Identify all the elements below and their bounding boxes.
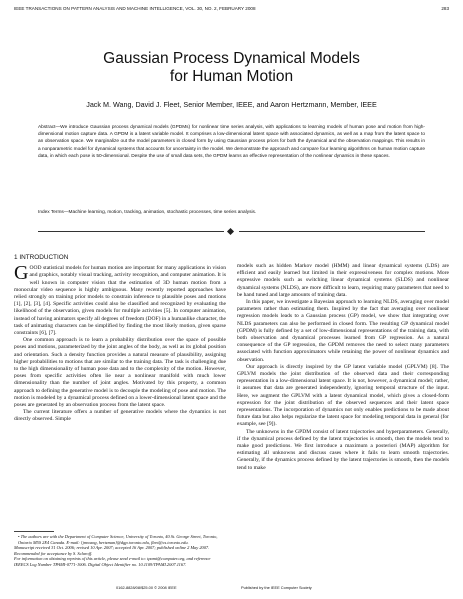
footnote-manuscript: Manuscript received 31 Oct. 2006; revised 10 Apr. 2007; accepted 16 Apr. 2007; published online 2 May 2007. [14,545,210,551]
page-footer [0,585,463,593]
footnote-affiliation-text: The authors are with the Department of Computer Science, University of Toronto, 40 St. George Street, Toronto, Ontario M5S 2E4 Canada. E-mail: {jmwang, hertzman}@dgp.toronto.edu, fleet@cs.toronto.edu. [18,534,218,545]
title-line-1: Gaussian Process Dynamical Models [103,50,360,67]
separator-line-right [239,231,425,232]
footnote-recommended: Recommended for acceptance by S. Sclaroff. [14,550,93,556]
footnotes [14,534,226,568]
author-list: Jack M. Wang, David J. Fleet, Senior Member, IEEE, and Aaron Hertzmann, Member, IEEE [86,100,377,109]
index-terms: Index Terms—Machine learning, motion, tracking, animation, stochastic processes, time series analysis. [38,210,257,215]
separator-line-left [38,231,224,232]
footnote-rule [14,531,54,532]
running-header [14,6,449,15]
section-separator [38,228,425,236]
left-column [14,254,226,424]
abstract: Abstract—We introduce Gaussian process dynamical models (GPDMs) for nonlinear time series analysis, with applications to learning models of human pose and motion from high-dimensional motion capture data. A GPDM is a latent variable model. It comprises a low-dimensional latent space with associated dynamics, as well as a map from the latent space to an observation space. We marginalize out the model parameters in closed form by using Gaussian process priors for both the dynamical and the observation mappings. This results in a nonparametric model for dynamical systems that accounts for uncertainty in the model. We demonstrate the approach and compare four learning algorithms on human motion capture data, in which each pose is 50-dimensional. Despite the use of small data sets, the GPDM learns an effective representation of the nonlinear dynamics in these spaces. [38,125,425,159]
right-paragraph-1: models such as hidden Markov model (HMM) and linear dynamical systems (LDS) are efficient and easily learned but limited in their expressiveness for complex motions. More expressive models such as switching linear dynamical systems (SLDS) and nonlinear dynamical systems (NLDS), are more difficult to learn, requiring many parameters that need to be hand tuned and large amounts of training data. [237,263,449,298]
diamond-icon [227,228,234,235]
intro-paragraph-1-text: OOD statistical models for human motion are important for many applications in vision and graphics, notably visual tracking, activity recognition, and computer animation. It is well known in computer vision that the estimation of 3D human motion from a monocular video sequence is highly ambiguous. Many recently reported approaches have relied strongly on training prior models to constrain inference to plausible poses and motions [1], [2], [3], [4]. Specific activities could also be classified and recognized by evaluating the likelihood of the observation, given models for multiple activities [5]. In computer animation, instead of having animators specify all degrees of freedom (DOF) in a humanlike character, the task of animating characters can be simplified by finding the most likely motion, given sparse constraints [6], [7]. [14,265,226,337]
right-column [237,263,449,472]
footnote-reprints: For information on obtaining reprints of this article, please send e-mail to: tpami@computer.org, and reference IEEECS Log Number TPAMI-0771-1006. Digital Object Identifier no. 10.1109/TPAMI.2007.1167. [14,556,211,567]
intro-paragraph-3: The current literature offers a number of generative models where the dynamics is not directly observed. Simple [14,409,226,423]
right-paragraph-3: Our approach is directly inspired by the GP latent variable model (GPLVM) [8]. The GPLVM models the joint distribution of the observed data and their corresponding representation in a low-dimensional latent space. It is not, however, a dynamical model; rather, it assumes that data are generated independently, ignoring temporal structure of the input. Here, we augment the GPLVM with a latent dynamical model, which gives a closed-form expression for the joint distribution of the observed sequences and their latent space representations. The incorporation of dynamics not only enables predictions to be made about future data but also helps regularize the latent space for modeling temporal data in general (for example, see [9]). [237,363,449,428]
section-heading: 1 INTRODUCTION [14,254,69,261]
drop-cap: G [14,262,29,285]
intro-paragraph-1 [14,262,226,337]
right-paragraph-2: In this paper, we investigate a Bayesian approach to learning NLDS, averaging over model parameters rather than estimating them. Inspired by the fact that averaging over nonlinear regression models leads to a Gaussian process (GP) model, we show that integrating over NLDS parameters can also be performed in closed form. The resulting GP dynamical model (GPDM) is fully defined by a set of low-dimensional representations of the training data, with both observation and dynamical processes learned from GP regression. As a natural consequence of the GP regression, the GPDM removes the need to select many parameters associated with function approximators while retaining the power of nonlinear dynamics and observation. [237,299,449,363]
journal-header: IEEE TRANSACTIONS ON PATTERN ANALYSIS AND MACHINE INTELLIGENCE, VOL. 30, NO. 2, FEBRUARY 2008 [14,6,256,11]
page-number: 283 [441,6,449,11]
publisher-line: Published by the IEEE Computer Society [241,585,312,590]
intro-paragraph-2: One common approach is to learn a probability distribution over the space of possible poses and motions, parameterized by the joint angles of the body, as well as its global position and orientation. Such a density function provides a natural measure of plausibility, assigning higher probabilities to motions that are similar to the training data. The task is challenging due to the high dimensionality of human pose data and to the complexity of the motion. However, poses from specific activities often lie near a nonlinear manifold with much lower dimensionality than the number of joint angles. Motivated by this property, a common approach to defining the generative model is to decouple the modeling of pose and motion. The motion is modeled by a dynamical process defined on a lower-dimensional latent space and the poses are generated by an observation process from the latent space. [14,337,226,409]
right-paragraph-4: The unknowns in the GPDM consist of latent trajectories and hyperparameters. Generally, if the dynamical process defined by the latent trajectories is smooth, then the models tend to make good predictions. We first introduce a maximum a posteriori (MAP) algorithm for estimating all unknowns and discuss cases where it fails to learn smooth trajectories. Generally, if the dynamics process defined by the latent trajectories is smooth, then the models tend to make [237,428,449,471]
issn-copyright: 0162-8828/08/$25.00 © 2008 IEEE [116,585,177,590]
footnote-affiliation: • The authors are with the Department of Computer Science, University of Toronto, 40 St. George Street, Toronto, Ontario M5S 2E4 Canada. E-mail: {jmwang, hertzman}@dgp.toronto.edu, fleet@cs.toronto.edu. [18,534,218,545]
paper-title [0,50,463,86]
title-line-2: for Human Motion [169,68,294,85]
